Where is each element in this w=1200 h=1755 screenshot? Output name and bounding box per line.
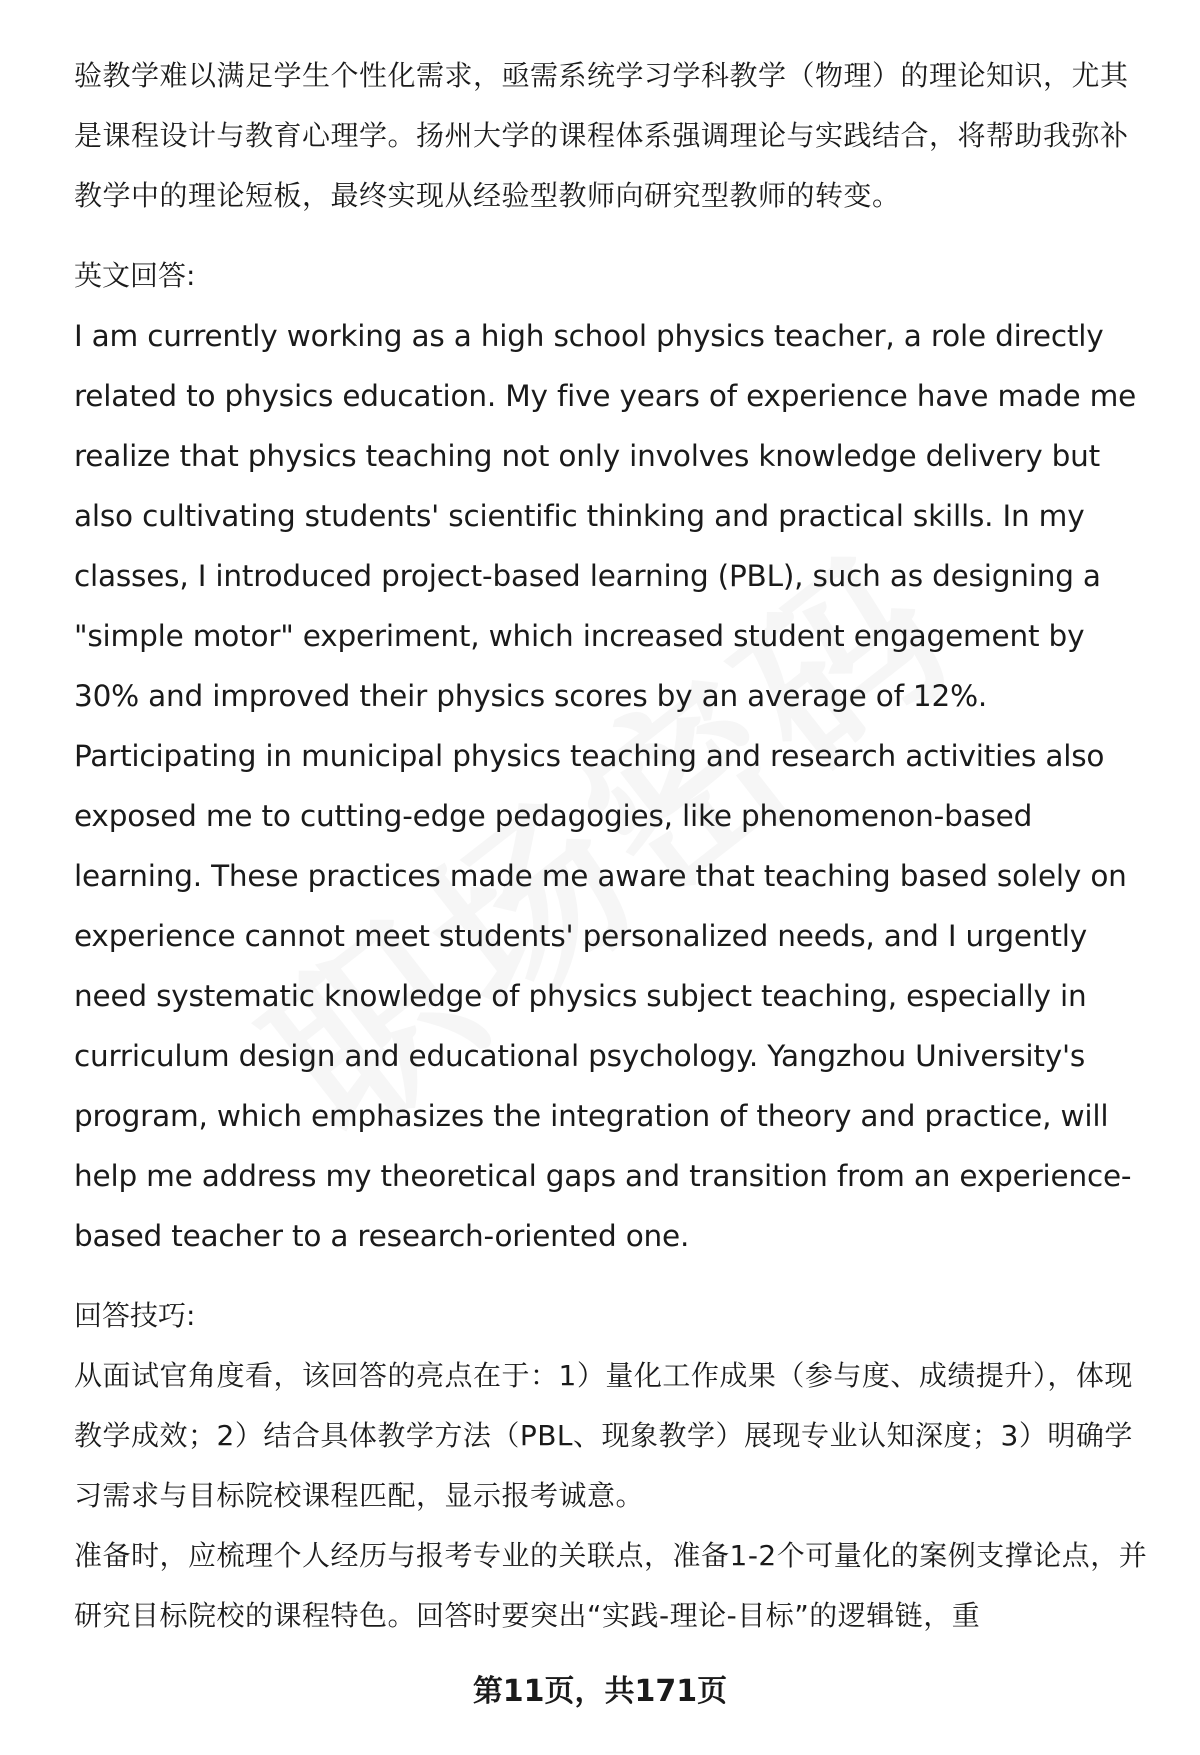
spacer (74, 1266, 1156, 1286)
english-answer-heading: 英文回答: (74, 259, 196, 292)
page-number: 第11页，共171页 (472, 1674, 728, 1709)
tips-heading: 回答技巧: (74, 1299, 196, 1332)
spacer (74, 226, 1156, 246)
tips-paragraph-2: 准备时，应梳理个人经历与报考专业的关联点，准备1-2个可量化的案例支撑论点，并研究目标院校的课程特色。回答时要突出“实践-理论-目标”的逻辑链，重 (74, 1539, 1148, 1632)
english-answer-body: I am currently working as a high school physics teacher, a role directly related to physics education. My five years of experience have made me realize that physics teaching not only involves knowledge delivery but also cultivating students' scientific thinking and practical skills. In my classes, I introduced project-based learning (PBL), such as designing a "simple motor" experiment, which increased student engagement by 30% and improved their physics scores by an average of 12%. Participating in municipal physics teaching and research activities also exposed me to cutting-edge pedagogies, like phenomenon-based learning. These practices made me aware that teaching based solely on experience cannot meet students' personalized needs, and I urgently need systematic knowledge of physics subject teaching, especially in curriculum design and educational psychology. Yangzhou University's program, which emphasizes the integration of theory and practice, will help me address my theoretical gaps and transition from an experience-based teacher to a research-oriented one. (74, 319, 1137, 1253)
continuation-paragraph: 验教学难以满足学生个性化需求，亟需系统学习学科教学（物理）的理论知识，尤其是课程设计与教育心理学。扬州大学的课程体系强调理论与实践结合，将帮助我弥补教学中的理论短板，最终实现从经验型教师向研究型教师的转变。 (74, 59, 1129, 212)
tips-paragraph-1: 从面试官角度看，该回答的亮点在于：1）量化工作成果（参与度、成绩提升），体现教学成效；2）结合具体教学方法（PBL、现象教学）展现专业认知深度；3）明确学习需求与目标院校课程匹配，显示报考诚意。 (74, 1359, 1133, 1512)
document-page (74, 46, 1156, 1646)
